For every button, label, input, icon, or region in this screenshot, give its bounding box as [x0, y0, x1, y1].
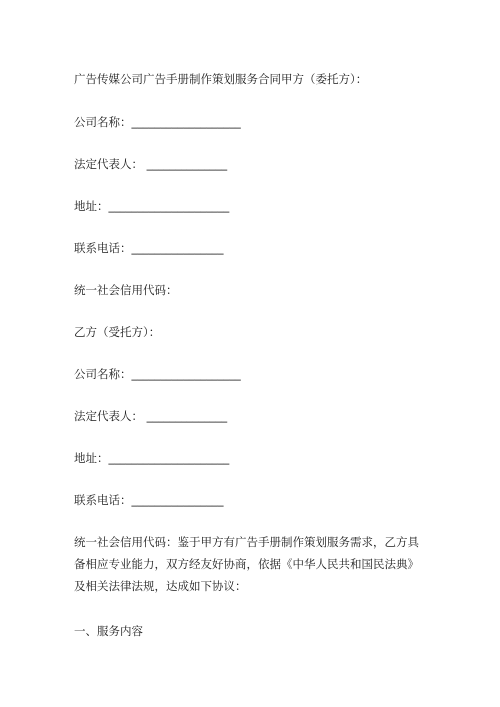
party-b-legal-rep: 法定代表人： ______________: [74, 409, 228, 423]
section-1-heading: 一、服务内容: [74, 624, 143, 638]
party-a-address: 地址：_____________________: [74, 199, 230, 213]
party-b-company-name: 公司名称：___________________: [74, 367, 241, 381]
party-a-credit-code: 统一社会信用代码：: [74, 283, 178, 297]
party-a-legal-rep: 法定代表人： ______________: [74, 157, 228, 171]
party-a-phone: 联系电话：________________: [74, 241, 224, 255]
party-a-company-name: 公司名称：___________________: [74, 115, 241, 129]
party-b-title: 乙方（受托方）：: [74, 325, 161, 339]
party-b-phone: 联系电话：________________: [74, 493, 224, 507]
party-b-address: 地址：_____________________: [74, 451, 230, 465]
preamble-paragraph: 统一社会信用代码：鉴于甲方有广告手册制作策划服务需求，乙方具备相应专业能力，双方经友好协商，依据《中华人民共和国民法典》及相关法律法规，达成如下协议：: [74, 535, 419, 593]
party-a-title: 广告传媒公司广告手册制作策划服务合同甲方（委托方）：: [74, 72, 368, 86]
